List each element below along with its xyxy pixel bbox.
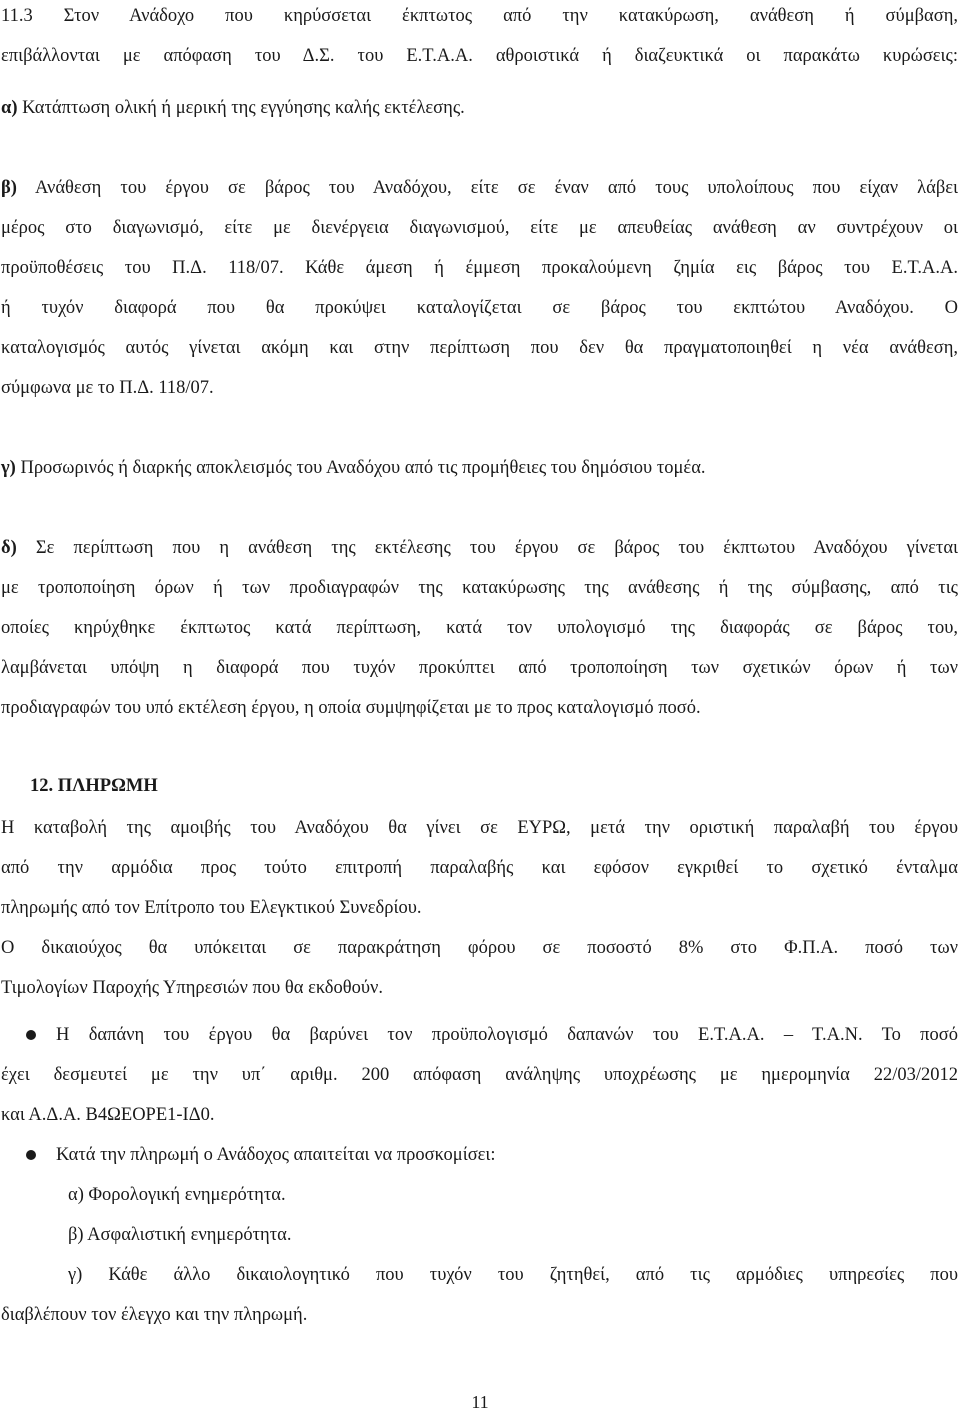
- item-d-marker: δ): [1, 538, 17, 558]
- item-d-line-4: λαμβάνεται υπόψη η διαφορά που τυχόν προκύπτει από τροποποίηση των σχετικών όρων ή των: [1, 658, 958, 678]
- payment-line-4: Ο δικαιούχος θα υπόκειται σε παρακράτηση φόρου σε ποσοστό 8% στο Φ.Π.Α. ποσό των: [1, 938, 958, 958]
- item-b-marker: β): [1, 178, 17, 198]
- section-12-heading: 12. ΠΛΗΡΩΜΗ: [30, 776, 158, 796]
- item-b-line-5: καταλογισμός αυτός γίνεται ακόμη και στην περίπτωση που δεν θα πραγματοποιηθεί η νέα ανάθεση,: [1, 338, 958, 358]
- item-c: [1, 456, 958, 480]
- bullet-1-line-3: και Α.Δ.Α. Β4ΩΕΟΡΕ1-ΙΔ0.: [1, 1105, 215, 1125]
- bullet-icon: [26, 1150, 36, 1160]
- payment-line-1: Η καταβολή της αμοιβής του Αναδόχου θα γίνει σε ΕΥΡΩ, μετά την οριστική παραλαβή του έργου: [1, 818, 958, 838]
- item-d-line-5: προδιαγραφών του υπό εκτέλεση έργου, η οποία συμψηφίζεται με το προς καταλογισμό ποσό.: [1, 698, 701, 718]
- page-number: 11: [471, 1392, 489, 1412]
- sub-item-c-line-1: γ) Κάθε άλλο δικαιολογητικό που τυχόν του ζητηθεί, από τις αρμόδιες υπηρεσίες που: [68, 1265, 958, 1285]
- item-c-text: Προσωρινός ή διαρκής αποκλεισμός του Αναδόχου από τις προμήθειες του δημόσιου τομέα.: [15, 458, 706, 478]
- paragraph-11-3-line-1: 11.3 Στον Ανάδοχο που κηρύσσεται έκπτωτος από την κατακύρωση, ανάθεση ή σύμβαση,: [1, 6, 958, 26]
- item-a: [1, 96, 958, 120]
- item-d-line-3: οποίες κηρύχθηκε έκπτωτος κατά περίπτωση, κατά τον υπολογισμό της διαφοράς σε βάρος του,: [1, 618, 958, 638]
- item-d-line-2: με τροποποίηση όρων ή των προδιαγραφών της κατακύρωσης της ανάθεσης ή της σύμβασης, από τις: [1, 578, 958, 598]
- bullet-icon: [26, 1030, 36, 1040]
- payment-line-3: πληρωμής από τον Επίτροπο του Ελεγκτικού Συνεδρίου.: [1, 898, 422, 918]
- paragraph-11-3-line-2: επιβάλλονται με απόφαση του Δ.Σ. του Ε.Τ.Α.Α. αθροιστικά ή διαζευκτικά οι παρακάτω κυρώσεις:: [1, 46, 958, 66]
- item-b-line-6: σύμφωνα με το Π.Δ. 118/07.: [1, 378, 214, 398]
- item-b-line-4: ή τυχόν διαφορά που θα προκύψει καταλογίζεται σε βάρος του εκπτώτου Αναδόχου. Ο: [1, 298, 958, 318]
- sub-item-a: α) Φορολογική ενημερότητα.: [68, 1185, 286, 1205]
- item-b-line-2: μέρος στο διαγωνισμό, είτε με διενέργεια διαγωνισμού, είτε με απευθείας ανάθεση αν συντρέχουν οι: [1, 218, 958, 238]
- item-a-marker: α): [1, 98, 18, 118]
- bullet-1-line-1: Η δαπάνη του έργου θα βαρύνει τον προϋπολογισμό δαπανών του Ε.Τ.Α.Α. – Τ.Α.Ν. Το ποσό: [56, 1025, 958, 1045]
- sub-item-c-line-2: διαβλέπουν τον έλεγχο και την πληρωμή.: [1, 1305, 308, 1325]
- item-b-line-3: προϋποθέσεις του Π.Δ. 118/07. Κάθε άμεση ή έμμεση προκαλούμενη ζημία εις βάρος του Ε.Τ.Α.Α.: [1, 258, 958, 278]
- bullet-1-line-2: έχει δεσμευτεί με την υπ΄ αριθμ. 200 απόφαση ανάληψης υποχρέωσης με ημερομηνία 22/03/2012: [1, 1065, 958, 1085]
- payment-line-2: από την αρμόδια προς τούτο επιτροπή παραλαβής και εφόσον εγκριθεί το σχετικό ένταλμα: [1, 858, 958, 878]
- item-d-line-1: [1, 536, 958, 560]
- sub-item-b: β) Ασφαλιστική ενημερότητα.: [68, 1225, 292, 1245]
- item-a-text: Κατάπτωση ολική ή μερική της εγγύησης καλής εκτέλεσης.: [17, 98, 465, 118]
- item-c-marker: γ): [1, 458, 16, 478]
- payment-line-5: Τιμολογίων Παροχής Υπηρεσιών που θα εκδοθούν.: [1, 978, 383, 998]
- item-b-text: Ανάθεση του έργου σε βάρος του Αναδόχου, είτε σε έναν από τους υπολοίπους που είχαν λάβει: [16, 178, 958, 198]
- item-b-line-1: [1, 176, 958, 200]
- item-d-text: Σε περίπτωση που η ανάθεση της εκτέλεσης του έργου σε βάρος του έκπτωτου Αναδόχου γίνεται: [16, 538, 958, 558]
- bullet-2: Κατά την πληρωμή ο Ανάδοχος απαιτείται να προσκομίσει:: [56, 1145, 496, 1165]
